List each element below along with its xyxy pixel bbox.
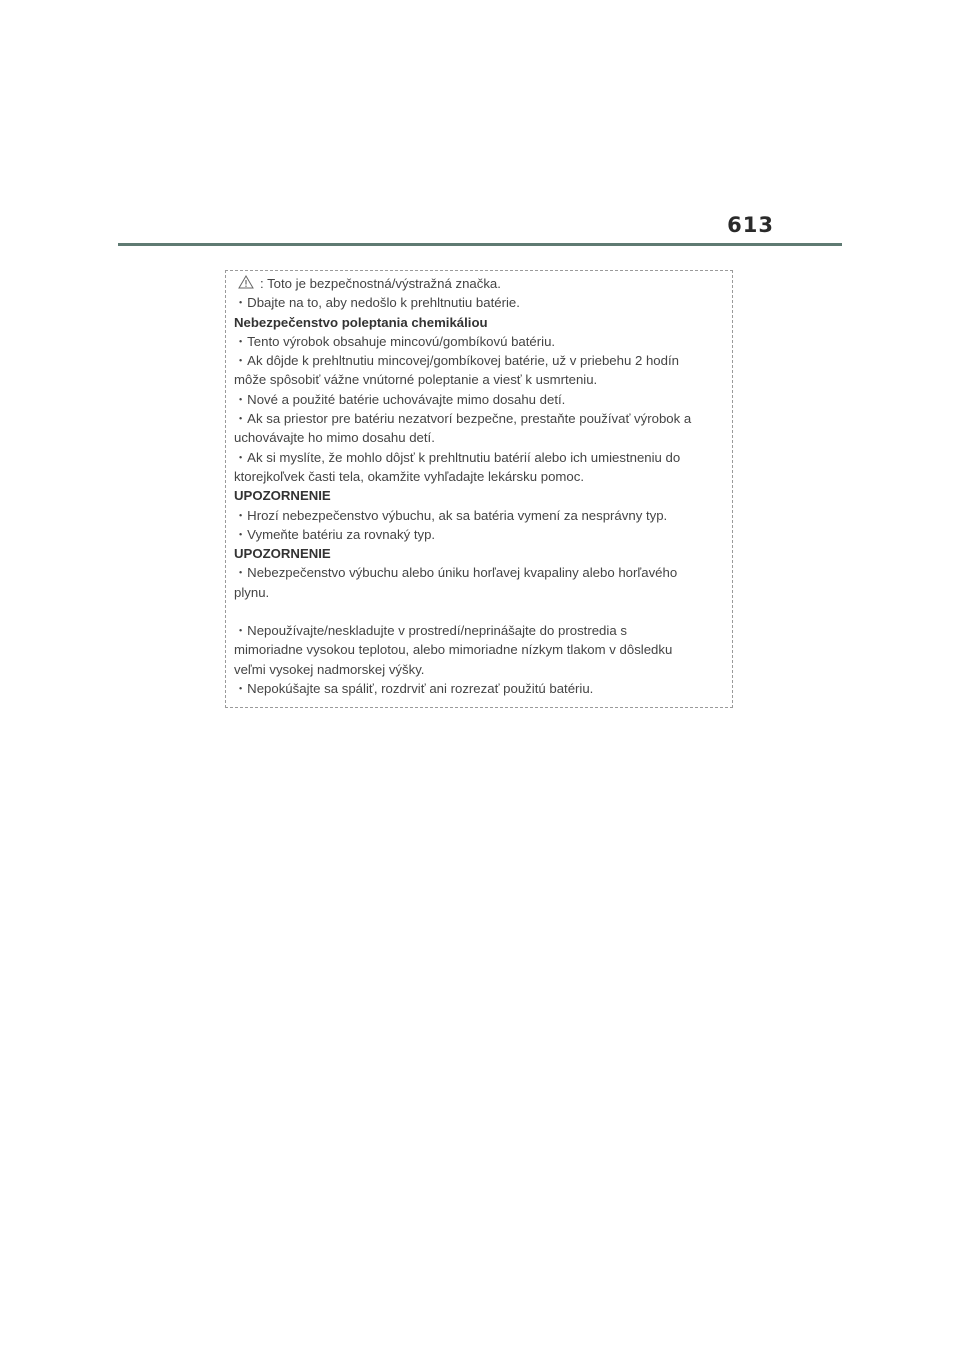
section-heading-caution-1: UPOZORNENIE (234, 488, 331, 504)
header-rule (118, 243, 842, 246)
section-heading-chemical: Nebezpečenstvo poleptania chemikáliou (234, 314, 488, 330)
warning-line-18: mimoriadne vysokou teplotou, alebo mimoriadne nízkym tlakom v dôsledku (234, 642, 673, 658)
warning-line-16: plynu. (234, 584, 270, 600)
warning-line-5: môže spôsobiť vážne vnútorné poleptanie a viesť k usmrteniu. (234, 372, 598, 388)
warning-line-12: ・Hrozí nebezpečenstvo výbuchu, ak sa batéria vymení za nesprávny typ. (234, 507, 668, 523)
warning-line-19: veľmi vysokej nadmorskej výšky. (234, 661, 425, 677)
warning-line-4: ・Ak dôjde k prehltnutiu mincovej/gombíkovej batérie, už v priebehu 2 hodín (234, 353, 679, 369)
warning-line-0 (234, 274, 724, 293)
warning-line-10: ktorejkoľvek časti tela, okamžite vyhľadajte lekársku pomoc. (234, 468, 584, 484)
warning-line-6: ・Nové a použité batérie uchovávajte mimo dosahu detí. (234, 391, 566, 407)
warning-triangle-icon (238, 275, 254, 289)
warning-line-13: ・Vymeňte batériu za rovnaký typ. (234, 526, 436, 542)
warning-line-7: ・Ak sa priestor pre batériu nezatvorí bezpečne, prestaňte používať výrobok a (234, 411, 692, 427)
warning-line-20: ・Nepokúšajte sa spáliť, rozdrviť ani rozrezať použitú batériu. (234, 680, 594, 696)
warning-line-9: ・Ak si myslíte, že mohlo dôjsť k prehltnutiu batérií alebo ich umiestneniu do (234, 449, 681, 465)
warning-box (225, 270, 733, 708)
warning-line-17: ・Nepoužívajte/neskladujte v prostredí/neprinášajte do prostredia s (234, 623, 627, 639)
section-heading-caution-2: UPOZORNENIE (234, 546, 331, 562)
warning-line-text: : Toto je bezpečnostná/výstražná značka. (260, 276, 501, 291)
warning-line-8: uchovávajte ho mimo dosahu detí. (234, 430, 435, 446)
page-number: 613 (727, 213, 774, 237)
warning-line-3: ・Tento výrobok obsahuje mincovú/gombíkovú batériu. (234, 333, 556, 349)
warning-line-15: ・Nebezpečenstvo výbuchu alebo úniku horľavej kvapaliny alebo horľavého (234, 565, 678, 581)
warning-line-1: ・Dbajte na to, aby nedošlo k prehltnutiu batérie. (234, 295, 520, 311)
